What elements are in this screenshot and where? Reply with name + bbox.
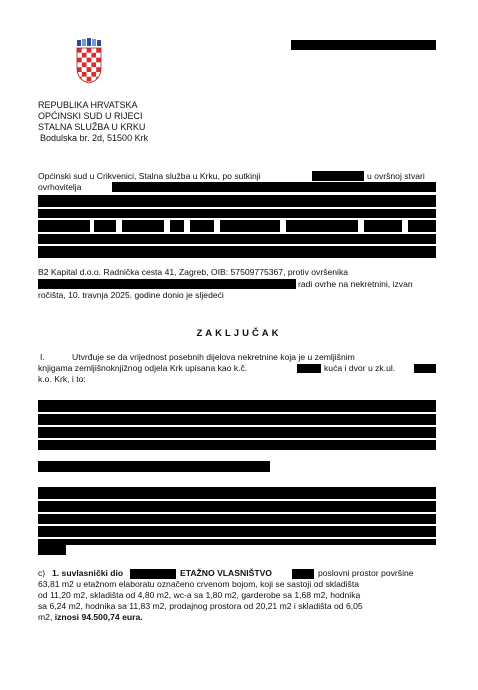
intro-line2: ovrhoviteljа (38, 182, 82, 192)
redacted-block-2e (38, 461, 270, 472)
section1-line2-a: knjigama zemljišnoknjižnog odjela Krk upisana kao k.č. (38, 363, 248, 373)
section1-number: I. (40, 352, 45, 362)
redacted-segmented-line (38, 220, 436, 232)
item-c-prefix: c) (38, 568, 46, 578)
redacted-block-3a (38, 487, 436, 499)
redacted-block-2d (38, 440, 436, 450)
item-c-line5: m2, iznosi 94.500,74 eura. (38, 612, 143, 622)
header-address: Bodulska br. 2d, 51500 Krk (40, 133, 149, 143)
redacted-block-1a (38, 195, 436, 207)
item-c-bold1: 1. suvlasnički dio (52, 568, 124, 578)
intro-line1-b: u ovršnoj stvari (367, 171, 425, 181)
header-court: OPĆINSKI SUD U RIJECI (38, 111, 143, 121)
redacted-block-2a (38, 400, 436, 412)
redacted-block-3e (38, 539, 436, 545)
redacted-creditor-1 (112, 182, 436, 192)
redacted-unit (292, 569, 314, 579)
redacted-judge-name (312, 171, 364, 181)
redacted-land-registry-number (414, 364, 436, 373)
section1-line3: k.o. Krk, i to: (38, 374, 86, 384)
redacted-block-3f (38, 545, 66, 555)
parties-line2: radi ovrhe na nekretnini, izvan (298, 279, 413, 289)
header-country: REPUBLIKA HRVATSKA (38, 100, 138, 110)
redacted-block-1d (38, 246, 436, 258)
document-title: ZAKLJUČAK (196, 328, 282, 339)
redacted-debtor (38, 279, 296, 289)
header-office: STALNA SLUŽBA U KRKU (38, 122, 146, 132)
item-c-line1-rest: poslovni prostor površine (318, 568, 414, 578)
redacted-block-3b (38, 501, 436, 512)
section1-line2-b: kuća i dvor u zk.ul. (324, 363, 396, 373)
redacted-case-number (291, 40, 436, 50)
item-c-line3: od 11,20 m2, skladišta od 4,80 m2, wc-a sa 1,80 m2, garderobe sa 1,68 m2, hodnika (38, 590, 361, 600)
section1-line1: Utvrđuje se da vrijednost posebnih dijelova nekretnine koja je u zemljišnim (72, 352, 355, 362)
redacted-share (130, 569, 176, 579)
item-c-bold2: ETAŽNO VLASNIŠTVO (180, 568, 272, 578)
redacted-block-1b (38, 209, 436, 218)
item-c-line2: 63,81 m2 u etažnom elaboratu označeno crvenom bojom, koji se sastoji od skladišta (38, 579, 360, 589)
coat-of-arms-icon (74, 38, 104, 84)
redacted-block-2b (38, 414, 436, 425)
redacted-parcel-number (297, 364, 321, 373)
item-c-line4: sa 6,24 m2, hodnika sa 11,83 m2, prodajnog prostora od 20,21 m2 i skladišta od 6,05 (38, 601, 363, 611)
parties-line1: B2 Kapital d.o.o. Radnička cesta 41, Zagreb, OIB: 57509775367, protiv ovršenika (38, 267, 349, 277)
redacted-block-3d (38, 526, 436, 537)
redacted-block-3c (38, 514, 436, 524)
parties-line3: ročišta, 10. travnja 2025. godine donio je sljedeći (38, 290, 224, 300)
intro-line1-a: Općinski sud u Crikvenici, Stalna služba u Krku, po sutkinji (38, 171, 261, 181)
redacted-block-1c (38, 234, 436, 244)
redacted-block-2c (38, 427, 436, 438)
